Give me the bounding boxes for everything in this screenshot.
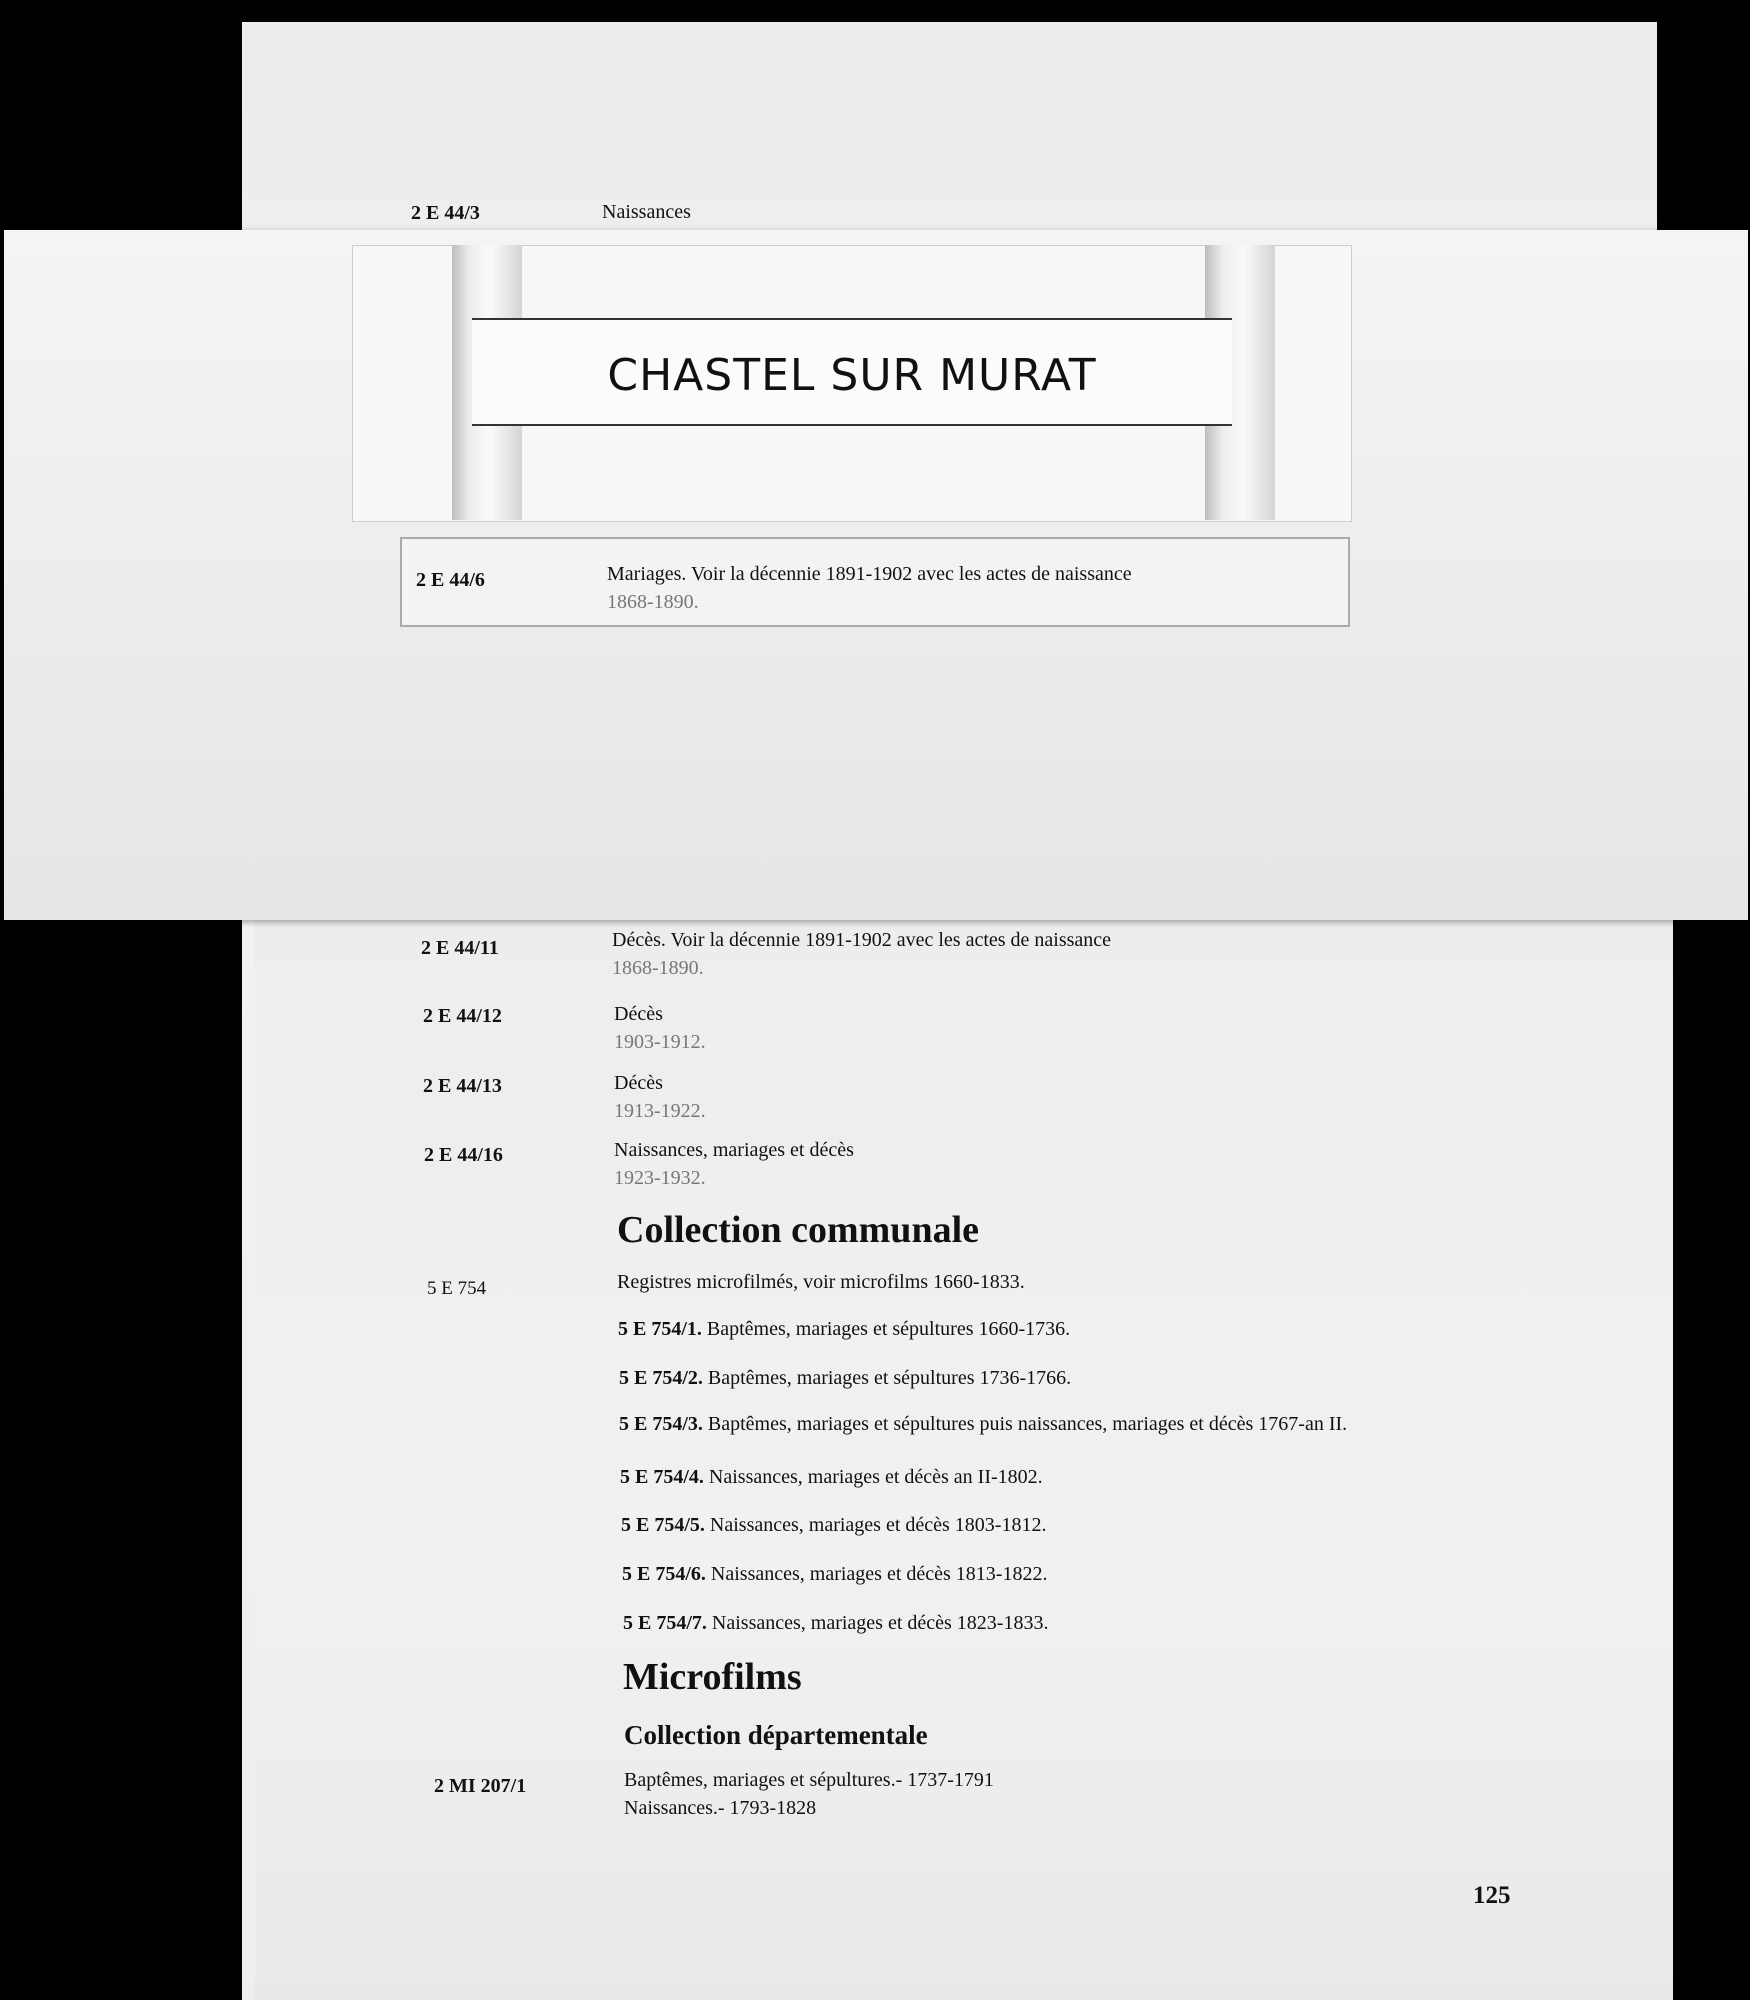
town-title: CHASTEL SUR MURAT xyxy=(607,350,1097,401)
register-item xyxy=(623,1612,1048,1635)
inset-row-label: Mariages. Voir la décennie 1891-1902 avec les actes de naissance xyxy=(607,563,1132,585)
microfilm-code: 2 MI 207/1 xyxy=(434,1775,527,1797)
entry-label: Décès xyxy=(614,1003,663,1025)
collection-communale-title: Collection communale xyxy=(617,1209,980,1251)
register-item-text: Naissances, mariages et décès 1823-1833. xyxy=(711,1612,1049,1634)
register-item-text: Baptêmes, mariages et sépultures 1660-1736. xyxy=(706,1318,1071,1340)
microfilm-desc xyxy=(624,1766,994,1822)
entry-date: 1923-1932. xyxy=(614,1167,706,1189)
register-item-text: Baptêmes, mariages et sépultures puis naissances, mariages et décès 1767-an II. xyxy=(707,1413,1348,1435)
entry-code: 2 E 44/13 xyxy=(423,1075,502,1097)
microfilm-line: Naissances.- 1793-1828 xyxy=(624,1797,817,1819)
page-number: 125 xyxy=(1473,1882,1511,1909)
register-item-code: 5 E 754/7. xyxy=(623,1612,707,1634)
entry-label: Décès. Voir la décennie 1891-1902 avec les actes de naissance xyxy=(612,929,1112,951)
entry-code: 2 E 44/11 xyxy=(421,937,499,959)
register-item-text: Naissances, mariages et décès 1803-1812. xyxy=(709,1514,1047,1536)
register-item-code: 5 E 754/4. xyxy=(620,1466,704,1488)
entry-date: 1868-1890. xyxy=(612,957,704,979)
inset-row-code: 2 E 44/6 xyxy=(416,569,485,591)
collection-communale-intro: Registres microfilmés, voir microfilms 1660-1833. xyxy=(617,1271,1025,1293)
entry-code: 2 E 44/16 xyxy=(424,1144,503,1166)
register-item xyxy=(620,1466,1043,1489)
entry-desc xyxy=(614,1069,706,1125)
entry-label: Naissances, mariages et décès xyxy=(614,1139,854,1161)
register-item xyxy=(618,1318,1070,1341)
register-item xyxy=(622,1563,1047,1586)
top-row-label: Naissances xyxy=(602,201,691,223)
register-item-text: Naissances, mariages et décès an II-1802. xyxy=(708,1466,1043,1488)
top-row-code: 2 E 44/3 xyxy=(411,202,480,224)
register-item-text: Naissances, mariages et décès 1813-1822. xyxy=(710,1563,1048,1585)
collection-communale-code: 5 E 754 xyxy=(427,1278,487,1299)
entry-label: Décès xyxy=(614,1072,663,1094)
entry-code: 2 E 44/12 xyxy=(423,1005,502,1027)
register-item-text: Baptêmes, mariages et sépultures 1736-1766. xyxy=(707,1367,1072,1389)
register-item-code: 5 E 754/2. xyxy=(619,1367,703,1389)
register-item-code: 5 E 754/6. xyxy=(622,1563,706,1585)
inset-row-date: 1868-1890. xyxy=(607,591,699,613)
microfilms-title: Microfilms xyxy=(623,1656,802,1698)
register-item-code: 5 E 754/5. xyxy=(621,1514,705,1536)
entry-desc xyxy=(612,926,1111,982)
entry-date: 1913-1922. xyxy=(614,1100,706,1122)
microfilm-line: Baptêmes, mariages et sépultures.- 1737-1791 xyxy=(624,1769,994,1791)
entry-desc xyxy=(614,1136,854,1192)
register-item xyxy=(619,1367,1071,1390)
microfilms-subtitle: Collection départementale xyxy=(624,1720,928,1750)
register-item-code: 5 E 754/1. xyxy=(618,1318,702,1340)
page-lower-sheet xyxy=(255,900,1673,2000)
register-item xyxy=(619,1413,1347,1436)
entry-date: 1903-1912. xyxy=(614,1031,706,1053)
inset-row-desc xyxy=(607,560,1327,616)
register-item xyxy=(621,1514,1046,1537)
register-item-code: 5 E 754/3. xyxy=(619,1413,703,1435)
entry-desc xyxy=(614,1000,706,1056)
